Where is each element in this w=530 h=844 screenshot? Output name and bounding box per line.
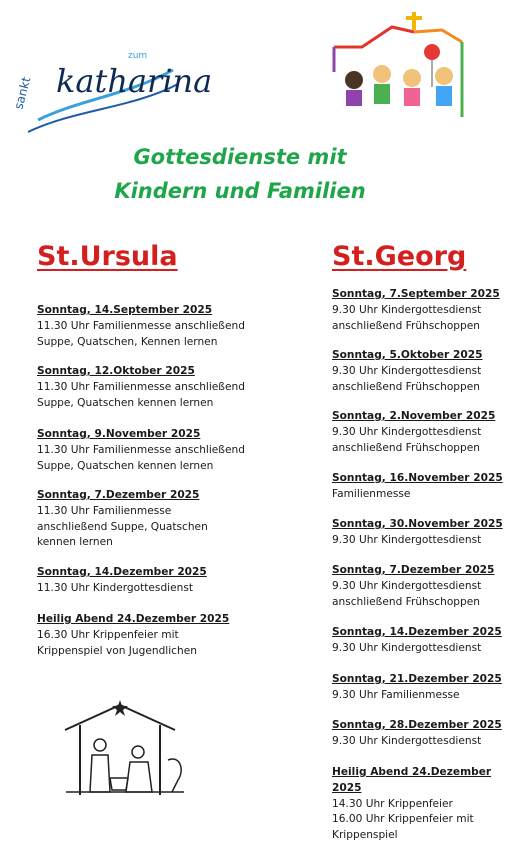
st-ursula-column (37, 240, 277, 657)
event-description-line: kennen lernen (37, 536, 113, 549)
church-kids-icon (332, 2, 482, 122)
event-item (37, 488, 208, 551)
event-description-line: 9.30 Uhr Kindergottesdienst (332, 641, 482, 654)
event-date: Sonntag, 12.Oktober 2025 (37, 365, 195, 377)
event-item (332, 625, 502, 657)
event-date: Sonntag, 7.Dezember 2025 (332, 564, 495, 576)
event-description-line: 16.30 Uhr Krippenfeier mit (37, 628, 179, 641)
event-description-line: 11.30 Uhr Familienmesse anschließend (37, 380, 245, 393)
event-description-line: anschließend Frühschoppen (332, 441, 480, 454)
nativity-icon (60, 700, 190, 800)
event-date: Sonntag, 2.November 2025 (332, 410, 496, 422)
headline-line-2: Kindern und Familien (114, 179, 366, 203)
logo-swoosh-icon (11, 40, 213, 135)
event-date: Heilig Abend 24.Dezember 2025 (37, 613, 230, 625)
event-date: Sonntag, 28.Dezember 2025 (332, 719, 502, 731)
event-item (332, 563, 494, 610)
event-description-line: Krippenspiel von Jugendlichen (37, 644, 197, 657)
event-date: Sonntag, 14.Dezember 2025 (37, 566, 207, 578)
event-description-line: 9.30 Uhr Kindergottesdienst (332, 533, 482, 546)
event-description-line: 9.30 Uhr Kindergottesdienst (332, 364, 482, 377)
headline-line-1: Gottesdienste mit (133, 145, 347, 169)
event-date: Sonntag, 7.Dezember 2025 (37, 489, 200, 501)
event-date: Heilig Abend 24.Dezember 2025 (332, 766, 492, 794)
logo-word-text: katharina (56, 62, 213, 100)
event-item (37, 427, 245, 474)
event-description-line: 9.30 Uhr Familienmesse (332, 688, 460, 701)
event-description-line: Familienmesse (332, 487, 411, 500)
event-description-line: 14.30 Uhr Krippenfeier (332, 797, 453, 810)
event-item (37, 303, 245, 350)
sankt-katharina-logo (11, 40, 213, 135)
st-ursula-title: St.Ursula (37, 241, 178, 272)
event-description-line: 11.30 Uhr Familienmesse (37, 504, 172, 517)
event-item (332, 517, 503, 549)
event-description-line: 9.30 Uhr Kindergottesdienst (332, 303, 482, 316)
event-description-line: 16.00 Uhr Krippenfeier mit (332, 813, 474, 826)
event-description-line: anschließend Frühschoppen (332, 319, 480, 332)
event-description-line: Suppe, Quatschen, Kennen lernen (37, 335, 218, 348)
st-georg-column (332, 240, 522, 842)
event-date: Sonntag, 5.Oktober 2025 (332, 349, 483, 361)
event-description-line: Krippenspiel (332, 829, 398, 842)
event-description-line: 9.30 Uhr Kindergottesdienst (332, 579, 482, 592)
event-date: Sonntag, 30.November 2025 (332, 518, 503, 530)
event-item (37, 565, 207, 597)
logo-sankt-text: sankt (11, 75, 34, 111)
event-date: Sonntag, 7.September 2025 (332, 288, 500, 300)
event-description-line: Suppe, Quatschen kennen lernen (37, 396, 214, 409)
event-description-line: anschließend Suppe, Quatschen (37, 520, 208, 533)
event-description-line: 11.30 Uhr Familienmesse anschließend (37, 319, 245, 332)
event-item (332, 409, 495, 456)
event-date: Sonntag, 16.November 2025 (332, 472, 503, 484)
event-item (332, 471, 503, 503)
event-item (37, 364, 245, 411)
event-item (332, 287, 500, 334)
event-date: Sonntag, 21.Dezember 2025 (332, 673, 502, 685)
logo-tag-text: zum (128, 51, 148, 61)
event-description-line: anschließend Frühschoppen (332, 595, 480, 608)
event-item (332, 672, 502, 704)
event-date: Sonntag, 14.Dezember 2025 (332, 626, 502, 638)
event-description-line: Suppe, Quatschen kennen lernen (37, 459, 214, 472)
event-description-line: 11.30 Uhr Familienmesse anschließend (37, 443, 245, 456)
event-date: Sonntag, 14.September 2025 (37, 304, 213, 316)
event-item (37, 612, 229, 659)
page-headline (0, 140, 480, 208)
event-item (332, 765, 522, 844)
st-georg-title: St.Georg (332, 241, 467, 272)
event-description-line: 9.30 Uhr Kindergottesdienst (332, 425, 482, 438)
event-description-line: 11.30 Uhr Kindergottesdienst (37, 581, 194, 594)
event-item (332, 348, 482, 395)
event-date: Sonntag, 9.November 2025 (37, 428, 201, 440)
event-description-line: anschließend Frühschoppen (332, 380, 480, 393)
nativity-scene-illustration (60, 700, 190, 800)
children-church-illustration (332, 2, 482, 122)
event-description-line: 9.30 Uhr Kindergottesdienst (332, 734, 482, 747)
event-item (332, 718, 502, 750)
